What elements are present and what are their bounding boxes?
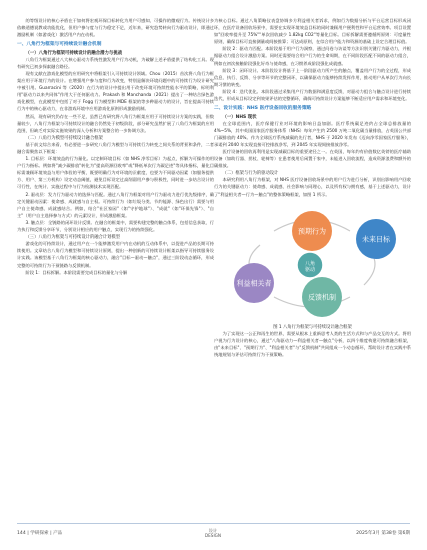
figure-caption: 图 1 八角行为框架与可持续设计融合框架 <box>273 324 352 330</box>
paragraph: 阶段 2：驱动力匹配。本阶段基于用户行为洞察，通过问卷与访谈等方法识别关键行为驱动力，并根据驱动力组合设计激励方案。同时还需要结合用户行为的生命周期，在不同阶段匹配不同的驱动力组合，例如在初次接触阶段强化好奇与使命感，在习惯养成阶段强化成就感。 <box>214 47 411 67</box>
paragraph: 为核心目标。通过八角策略仪表盘协调多方利益相关者诉求，例如行为数据分析与平台运营目标形成闭环，在医疗设备回收场景中，需要在实现环境效益目标的同时兼顾用户便利性和平台运营效率。项目设置如"回收率提升至 75%""单次回收减少 1.82kg CO2"等量化目标。目标拆解需要遵循两原则：可度量性原则，确保目标可直接测量或间接推算；可达成原则，在综合用户能力和资源的基础上设定合理目标值。 <box>214 19 411 46</box>
paragraph: 1. 目标层：环境效益的行为量化。以定制环境目标（如 NHS 净零目标）为起点，拆解为可操作的用户行为指标。例如将"减少碳排放"转化为"提高资源回收率"或"降低单次行为碳足迹"等具体指标，量化目标需兼顾环境效益与用户体验的平衡，既要明确行为对环境的贡献度，也要为不同驱动因素（如服务提供方、用户、第三方机构）设定动态阈值，避免目标设定过高削弱用户参与积极性，同时进一步结合设计的可行性，在统计、实施过程中与行为检测技术实现匹配。 <box>17 157 214 191</box>
paragraph: 2. 驱动层：发力行为驱动力的选择与匹配。通过八角行为框架对用户行为驱动力进行优先级排序，确定关键驱动因素：使命感、成就感与自主权。可持续行为（如垃圾分类、节约能源、绿色出行）需要与用户自主使命感、成就感结合。例如，结合"社区家园"（如"守护地球"）、"成就"（如"环保先锋"）、"自主"（用户自主选择参与方式）的元素设计，形成激励框架。 <box>17 192 214 219</box>
paragraph: 现有文献在游戏化模型的应用研究中将框架引入可持续设计领域。Chou（2015）首次将八角行为框架应用于环境行为的设计。在增强用户参与度和行为改变，特别是解决环境问题中的可持续行为设计研究中被引用。Guarracini 等（2020）在行为的设计中提出用于改变环境可持续性能水平的策略，标明利用"驱动力以来共同体"作用大于任何驱动力。Prakash 和 Manchanda（2021）提出了一种结合绿色游戏化模型，在此模型中包括了对于 Fogg 行为模型和 MDE 框架的等多种驱动力的设计，旨在提高可持续行为中的核心驱动力，在非游戏环境中应用游戏化原则形成激励机制。 <box>17 71 214 113</box>
section-heading: 二、设计实践：NHS 医疗设备回收的服务策略 <box>214 105 312 111</box>
subsection-heading: （二）框架与行为的驱动设计 <box>222 171 279 177</box>
subsection-heading: （一）八角行为框架可持续设计的融合潜力与挑战 <box>25 50 123 56</box>
node-label: 预期行为 <box>298 227 326 236</box>
framework-diagram <box>214 201 411 321</box>
hub-label: 八角驱动 <box>304 260 316 273</box>
paragraph: 本研究利用八角行为框架，对 NHS 医疗设备回收场景中的用户行为进行分析，识别出影响用户回收行为的关键驱动力：使命感、成就感、社会影响与同理心，以及所有权与拥有感，基于上述驱动力，设计了"利益相关者—行为—触点"的整体策略框架，如图 1 所示。 <box>214 178 411 198</box>
footer-logo-cn: 设计 <box>208 528 218 533</box>
subsection-heading: （一）NHS 现状 <box>222 114 257 120</box>
paragraph: 为了实现这一公正和再生的世界，需要从根本上重新思考人类的生活方式和与产品交互的方式。将用户视为行为设计的核心，通过"八角驱动力—利益相关者—触点"分析，以四个维度构建可持续融合框架，由"未来目标"、"预期行为"、"利益相关者"与"反馈机制"共同组成一个动态循环，帮助设计者在实践中系统地规划与评估可持续行为干预策略。 <box>214 331 411 358</box>
paragraph: 八角行为框架通过八大核心驱动力系统性激发用户行为动机，为破解上述矛盾提供了结构化工具。现有研究已初步探索融合路径。 <box>17 57 214 70</box>
paragraph: 基于前文综合来看，有必要进一步研究八角行为模型与可持续行为转变之间关系的背景和条件，二者融合需聚焦以下框架： <box>17 142 214 155</box>
paragraph: 然而，现有研究仍存在一些不足，虽然已有研究将八角行为框架应用于可持续设计方案的实践，但数量较少，八角行为框架与可持续设计的融合仍然处于初级阶段，部分研究虽然扩展了八角行为框架的应用范围，但缺乏对实际实施效果的深入分析和方案整合的一多协调方法。 <box>17 114 214 134</box>
footer-page-info: 144 | 学研探索 | 产品 <box>17 531 63 536</box>
right-column <box>214 18 411 359</box>
footer-issue-info: 2025年3月 第38卷 第6期 <box>356 531 410 536</box>
footer-logo-en: DESIGN <box>204 533 222 538</box>
framework-diagram-svg <box>214 201 411 321</box>
node-label: 反馈机制 <box>308 293 336 302</box>
section-heading: 一、八角行为框架与可持续设计融合机制 <box>17 41 102 47</box>
subsection-heading: （三）八角行为框架与可持续设计的融合计划模型 <box>25 235 121 241</box>
paragraph: 医疗设备的回收再利用是实现减碳目标的重要途径之一。在英国，每年约有价值数亿英镑的医疗辅助设备（如助行器、拐杖、轮椅等）在患者使用后闲置于家中，未能进入回收流程，造成资源浪费和额外的碳排放。 <box>214 150 411 170</box>
paragraph: 阶段 4：迭代优化。本阶段通过采集用户行为数据和满意度反馈，对驱动力组合与触点设计进行持续迭代，形成从目标设定到效果评估的完整循环，确保可持续设计方案能够不断适应用户需求和环境变化。 <box>214 89 411 103</box>
node-label: 未来目标 <box>362 235 390 244</box>
node-label: 利益相关者 <box>236 279 272 288</box>
page-footer <box>0 528 427 542</box>
paragraph: 在全球范围内，医疗保健行业对环境的影响日益加剧。医疗系统碳足迹约占全球总排放量的 4%~5%，其中英国国家医疗服务体系（NHS）每年产生约 2500 万吨二氧化碳当量排放，占英国公共部门碳排放的 40%。作为全球医疗系统减碳的先行者，NHS 于 2020 年发布《迈向净零国家医疗服务》，承诺到 2040 年实现直接可控排放净零，到 2045 年实现间接排放净零。 <box>214 121 411 148</box>
paragraph: 阶段 3：闭环设计。本阶段设计将基于上一阶段驱动力所产生的触点，覆盖用户行为的全过程，形成信息、执行、反馈、分享等环节的完整闭环，以确保驱动力能够持续发挥作用，推动用户从单次行为向长期习惯的转变。 <box>214 68 411 88</box>
footer-divider <box>17 523 410 524</box>
paragraph: 游戏化的可持续设计，通过用户在一个能够激发用户内在动机的互动体系中，以促进产品的长期可持续使用。文章结合八角行为模型和可持续设计原则，提出一种创新的可持续设计框架以指导可持续服务设计实践。该模型基于八角行为框架的核心驱动力，融合"目标—驱动—触点"，通过三阶段动态循环，形成完整的可持续行为干预链路与反馈机制。 <box>17 242 214 269</box>
paragraph: 3. 触点层：全链路的闭环设计反馈。在融合的框架中，需要构建完整的触点体系，包括信息获取、行为执行和反馈分享环节，分别设计相应的用户触点，实现行为的持续强化。 <box>17 220 214 234</box>
left-column <box>17 18 214 277</box>
footer-journal-logo <box>198 528 228 538</box>
paragraph: 阶段 1：目标拆解。本阶段需要完成目标的量化与分解 <box>25 270 128 276</box>
paragraph: 的等级设计的核心矛盾在于如何将宏观环保目标转化为用户可感知、可操作的微观行为。传统设计多依赖道德说教或功能优化，但用户参与度与行为稳定不足，近年来，研究趋势转向行为驱动设计，即通过激励机制（如游戏化）激活用户内在动机。 <box>17 19 214 39</box>
subsection-heading: （二）八角行为模型可持续设计融合框架 <box>25 135 103 141</box>
